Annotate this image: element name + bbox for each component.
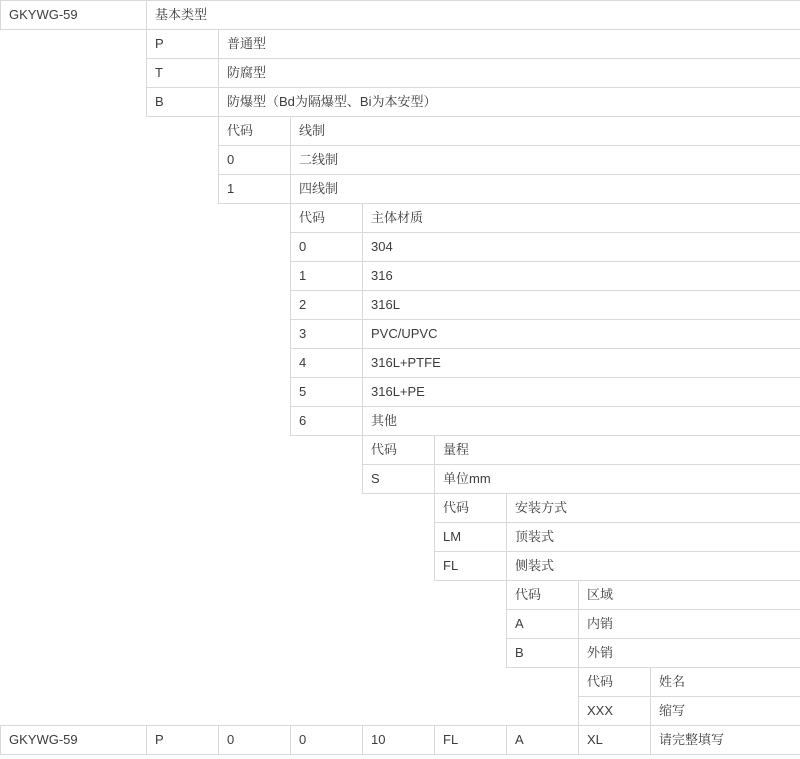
label-cell: 防爆型（Bd为隔爆型、Bi为本安型） xyxy=(219,88,800,117)
spacer-cell xyxy=(1,262,291,291)
code-cell: 5 xyxy=(291,378,363,407)
table-row xyxy=(1,146,800,175)
code-cell: 代码 xyxy=(363,436,435,465)
spacer-cell xyxy=(1,407,291,436)
code-cell: A xyxy=(507,610,579,639)
spacer-cell xyxy=(1,697,579,726)
spacer-cell xyxy=(1,349,291,378)
label-cell: 姓名 xyxy=(651,668,800,697)
spacer-cell xyxy=(1,30,147,59)
code-cell: 代码 xyxy=(291,204,363,233)
code-cell: 1 xyxy=(219,175,291,204)
table-row xyxy=(1,523,800,552)
label-cell: 二线制 xyxy=(291,146,800,175)
label-cell: 316 xyxy=(363,262,800,291)
summary-cell-c7: XL xyxy=(579,726,651,755)
label-cell: 普通型 xyxy=(219,30,800,59)
code-cell: 3 xyxy=(291,320,363,349)
label-cell: 线制 xyxy=(291,117,800,146)
code-cell: 代码 xyxy=(579,668,651,697)
spacer-cell xyxy=(1,523,435,552)
label-cell: 内销 xyxy=(579,610,800,639)
summary-cell-c8: 请完整填写 xyxy=(651,726,800,755)
spacer-cell xyxy=(1,175,219,204)
label-cell: 316L+PE xyxy=(363,378,800,407)
summary-cell-c1: P xyxy=(147,726,219,755)
label-cell: 其他 xyxy=(363,407,800,436)
summary-cell-c0: GKYWG-59 xyxy=(1,726,147,755)
spacer-cell xyxy=(1,291,291,320)
code-cell: FL xyxy=(435,552,507,581)
spacer-cell xyxy=(1,465,363,494)
summary-row xyxy=(1,726,800,755)
table-row xyxy=(1,1,800,30)
code-cell: 1 xyxy=(291,262,363,291)
table-row xyxy=(1,378,800,407)
code-cell: B xyxy=(507,639,579,668)
spacer-cell xyxy=(1,378,291,407)
code-cell: S xyxy=(363,465,435,494)
code-cell: 代码 xyxy=(507,581,579,610)
spacer-cell xyxy=(1,494,435,523)
code-cell: 代码 xyxy=(219,117,291,146)
table-row xyxy=(1,494,800,523)
label-cell: 量程 xyxy=(435,436,800,465)
table-row xyxy=(1,204,800,233)
label-cell: 304 xyxy=(363,233,800,262)
spacer-cell xyxy=(1,610,507,639)
code-cell: P xyxy=(147,30,219,59)
table-row xyxy=(1,88,800,117)
table-body xyxy=(1,1,800,755)
spacer-cell xyxy=(1,581,507,610)
table-row xyxy=(1,610,800,639)
code-cell: B xyxy=(147,88,219,117)
table-row xyxy=(1,465,800,494)
table-row xyxy=(1,59,800,88)
code-cell: T xyxy=(147,59,219,88)
table-row xyxy=(1,668,800,697)
summary-cell-c4: 10 xyxy=(363,726,435,755)
code-cell: LM xyxy=(435,523,507,552)
table-row xyxy=(1,436,800,465)
label-cell: 侧装式 xyxy=(507,552,800,581)
table-row xyxy=(1,30,800,59)
table-row xyxy=(1,407,800,436)
code-cell: 4 xyxy=(291,349,363,378)
spacer-cell xyxy=(1,204,291,233)
summary-cell-c2: 0 xyxy=(219,726,291,755)
code-cell: GKYWG-59 xyxy=(1,1,147,30)
code-cell: XXX xyxy=(579,697,651,726)
spacer-cell xyxy=(1,233,291,262)
summary-cell-c3: 0 xyxy=(291,726,363,755)
spacer-cell xyxy=(1,88,147,117)
spacer-cell xyxy=(1,668,579,697)
label-cell: 顶装式 xyxy=(507,523,800,552)
table-row xyxy=(1,117,800,146)
label-cell: PVC/UPVC xyxy=(363,320,800,349)
label-cell: 防腐型 xyxy=(219,59,800,88)
label-cell: 外销 xyxy=(579,639,800,668)
table-row xyxy=(1,320,800,349)
table-row xyxy=(1,697,800,726)
table-row xyxy=(1,552,800,581)
label-cell: 区域 xyxy=(579,581,800,610)
table-row xyxy=(1,175,800,204)
spacer-cell xyxy=(1,639,507,668)
label-cell: 缩写 xyxy=(651,697,800,726)
label-cell: 316L xyxy=(363,291,800,320)
spacer-cell xyxy=(1,552,435,581)
spacer-cell xyxy=(1,436,363,465)
spacer-cell xyxy=(1,59,147,88)
table-row xyxy=(1,233,800,262)
label-cell: 主体材质 xyxy=(363,204,800,233)
label-cell: 四线制 xyxy=(291,175,800,204)
code-cell: 6 xyxy=(291,407,363,436)
spacer-cell xyxy=(1,117,219,146)
label-cell: 单位mm xyxy=(435,465,800,494)
code-cell: 2 xyxy=(291,291,363,320)
table-row xyxy=(1,581,800,610)
code-cell: 代码 xyxy=(435,494,507,523)
code-cell: 0 xyxy=(219,146,291,175)
table-row xyxy=(1,349,800,378)
summary-cell-c6: A xyxy=(507,726,579,755)
table-row xyxy=(1,291,800,320)
spacer-cell xyxy=(1,320,291,349)
label-cell: 基本类型 xyxy=(147,1,800,30)
table-row xyxy=(1,262,800,291)
summary-cell-c5: FL xyxy=(435,726,507,755)
code-cell: 0 xyxy=(291,233,363,262)
table-row xyxy=(1,639,800,668)
label-cell: 316L+PTFE xyxy=(363,349,800,378)
spacer-cell xyxy=(1,146,219,175)
label-cell: 安装方式 xyxy=(507,494,800,523)
